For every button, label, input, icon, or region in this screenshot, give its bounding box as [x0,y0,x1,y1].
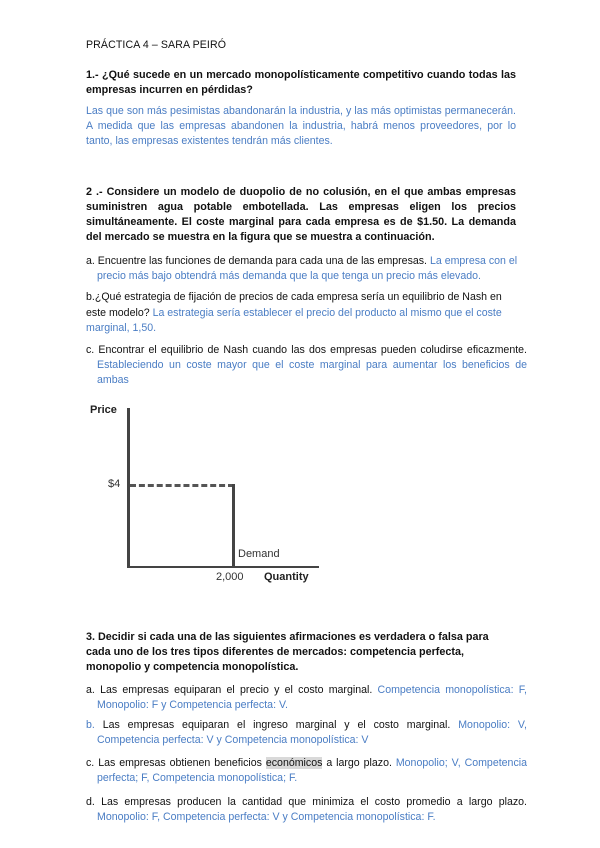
item-text: Encuentre las funciones de demanda para cada una de las empresas. [97,255,428,267]
item-letter: c. [86,344,95,356]
x-axis-label: Quantity [264,571,309,583]
item-answer: Monopolio: F, Competencia perfecta: V y Competencia monopolística: F. [97,811,436,823]
q3-item-c [86,756,527,786]
item-letter: c. [86,757,95,769]
q3-item-b [86,718,527,748]
item-text-before: Las empresas obtienen beneficios [98,757,266,769]
item-answer: Monopolio; V, Competencia perfecta; F, Competencia monopolística; F. [97,757,527,784]
q3-item-a [86,683,527,713]
q2-item-a [86,254,527,284]
item-letter: d. [86,796,95,808]
price-dashed-line [130,484,234,487]
y-axis-label: Price [90,404,117,416]
answer-1: Las que son más pesimistas abandonarán la industria, y las más optimistas permanecerán. A medida que las empresas abandonen la industria, habrá menos proveedores, por lo tanto, las empresas existentes tendrán más clientes. [86,105,516,147]
q2-item-c [86,343,527,388]
document-title: PRÁCTICA 4 – SARA PEIRÓ [86,39,227,51]
item-answer: Competencia monopolística: F, Monopolio: F y Competencia perfecta: V. [97,684,527,711]
q2-item-b [86,290,516,337]
question-3: 3. Decidir si cada una de las siguientes afirmaciones es verdadera o falsa para cada uno de los tres tipos diferentes de mercados: competencia perfecta, monopolio y competencia monopolística. [86,631,489,673]
item-answer: La estrategia sería establecer el precio del producto al mismo que el coste marginal, 1,50. [86,306,502,334]
demand-label: Demand [238,548,280,560]
item-text-after: a largo plazo. [322,757,392,769]
question-1: 1.- ¿Qué sucede en un mercado monopolísticamente competitivo cuando todas las empresas incurren en pérdidas? [86,69,516,96]
item-answer: Estableciendo un coste mayor que el coste marginal para aumentar los beneficios de ambas [97,359,527,386]
item-letter: b. [86,291,95,303]
item-answer: Monopolio: V, Competencia perfecta: V y Competencia monopolística: V [97,719,527,746]
item-text: Las empresas equiparan el ingreso marginal y el costo marginal. [102,719,451,731]
item-letter: a. [86,255,95,267]
item-text: ¿Qué estrategia de fijación de precios de cada empresa sería un equilibrio de Nash en este modelo? [86,291,502,319]
question-2: 2 .- Considere un modelo de duopolio de no colusión, en el que ambas empresas suministren agua potable embotellada. Las empresas eligen los precios simultáneamente. El coste marginal para cada empresa es de $1.50. La demanda del mercado se muestra en la figura que se muestra a continuación. [86,186,516,243]
item-text: Las empresas producen la cantidad que minimiza el costo promedio a largo plazo. [101,796,527,808]
demand-chart [86,398,326,598]
item-letter: a. [86,684,95,696]
item-text: Encontrar el equilibrio de Nash cuando las dos empresas pueden coludirse eficazmente. [98,344,527,356]
y-axis [127,408,130,568]
x-tick-label: 2,000 [216,571,244,583]
q3-item-d [86,795,527,825]
demand-line [232,484,235,568]
item-text: Las empresas equiparan el precio y el costo marginal. [100,684,373,696]
item-answer: La empresa con el precio más bajo obtendrá más demanda que la que tenga un precio más elevado. [97,255,518,282]
x-axis [127,566,319,568]
item-letter: b. [86,719,95,731]
y-tick-label: $4 [108,478,121,490]
highlighted-word: económicos [265,757,323,769]
